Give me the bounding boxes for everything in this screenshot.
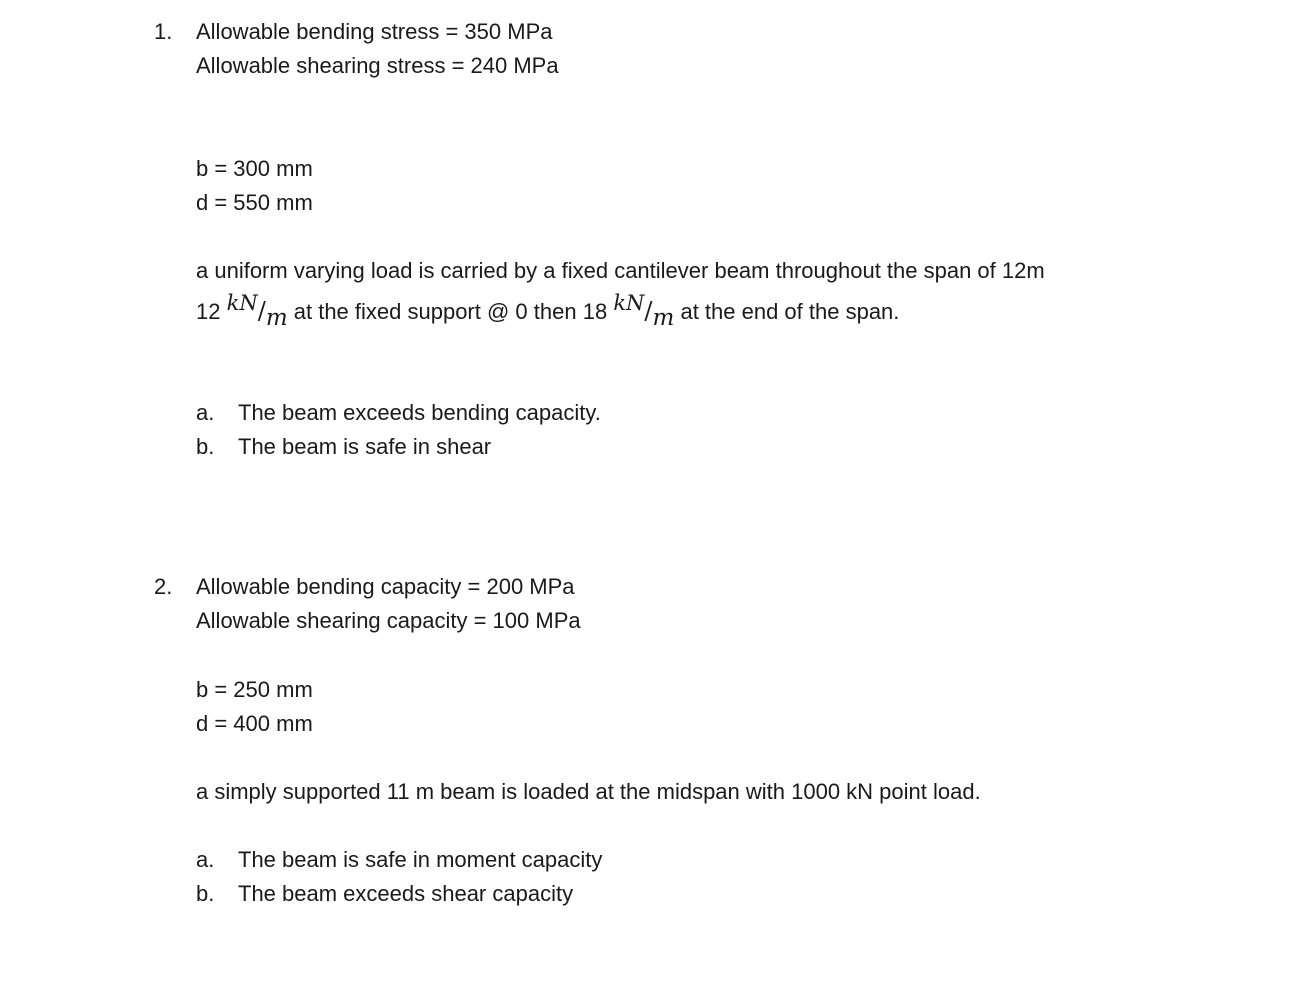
answer-marker: b. xyxy=(196,434,215,459)
problem-2-number: 2. xyxy=(154,574,173,599)
answer-marker: a. xyxy=(196,847,215,872)
problem-2-shearing-capacity: Allowable shearing capacity = 100 MPa xyxy=(196,608,581,633)
unit-kn-per-m: kN/m xyxy=(613,291,675,331)
answer-marker: a. xyxy=(196,400,215,425)
problem-1-width: b = 300 mm xyxy=(196,156,313,181)
problem-2-depth: d = 400 mm xyxy=(196,711,313,736)
problem-1-bending-stress: Allowable bending stress = 350 MPa xyxy=(196,19,553,44)
problem-2-load-line-1: a simply supported 11 m beam is loaded at the midspan with 1000 kN point load. xyxy=(196,779,981,804)
problem-1-shearing-stress: Allowable shearing stress = 240 MPa xyxy=(196,53,559,78)
problem-1-number: 1. xyxy=(154,19,173,44)
problem-1-load-line-1: a uniform varying load is carried by a fixed cantilever beam throughout the span of 12m xyxy=(196,258,1045,283)
load-mid-text: at the fixed support @ 0 then 18 xyxy=(293,299,608,324)
problem-2-bending-capacity: Allowable bending capacity = 200 MPa xyxy=(196,574,575,599)
unit-kn-per-m: kN/m xyxy=(226,291,288,331)
answer-text: The beam is safe in shear xyxy=(238,434,492,459)
answer-text: The beam exceeds shear capacity xyxy=(238,881,574,906)
problem-1-load-line-2 xyxy=(196,291,900,331)
problem-1-depth: d = 550 mm xyxy=(196,190,313,215)
load-end-text: at the end of the span. xyxy=(680,299,900,324)
load-start-value: 12 xyxy=(196,299,221,324)
answer-marker: b. xyxy=(196,881,215,906)
answer-text: The beam exceeds bending capacity. xyxy=(238,400,601,425)
answer-text: The beam is safe in moment capacity xyxy=(238,847,603,872)
problem-2-width: b = 250 mm xyxy=(196,677,313,702)
